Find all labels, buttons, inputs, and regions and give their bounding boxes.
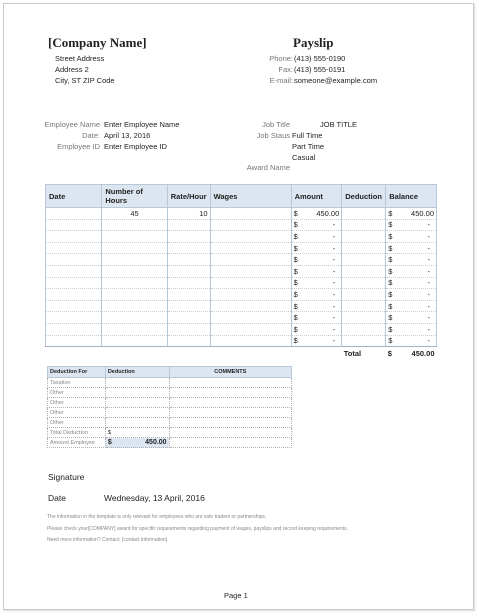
deduction-row: Other — [48, 418, 292, 428]
table-row — [46, 300, 437, 312]
deduction-row: Taxation — [48, 378, 292, 388]
cell-wages[interactable] — [210, 323, 291, 335]
cell-wages[interactable] — [210, 312, 291, 324]
col-date: Date — [46, 185, 102, 208]
deduction-row: Other — [48, 398, 292, 408]
cell-balance: $ - — [386, 219, 437, 231]
cell-date[interactable] — [46, 323, 102, 335]
cell-balance: $ 450.00 — [386, 208, 437, 220]
deduction-table — [47, 366, 292, 448]
table-row — [46, 323, 437, 335]
cell-hours[interactable] — [102, 219, 167, 231]
street-address: Street Address — [55, 54, 105, 63]
cell-amount: $ - — [291, 265, 342, 277]
table-row — [46, 335, 437, 347]
payslip-page — [3, 3, 474, 610]
cell-wages[interactable] — [210, 208, 291, 220]
cell-wages[interactable] — [210, 231, 291, 243]
table-row — [46, 208, 437, 220]
cell-deduction[interactable] — [342, 254, 386, 266]
cell-wages[interactable] — [210, 219, 291, 231]
cell-hours[interactable] — [102, 242, 167, 254]
fax-label: Fax: — [278, 65, 293, 74]
col-rate: Rate/Hour — [167, 185, 210, 208]
document-title: Payslip — [293, 35, 334, 50]
email-value: someone@example.com — [294, 76, 378, 85]
company-name: [Company Name] — [48, 35, 147, 50]
cell-balance: $ - — [386, 300, 437, 312]
table-row — [46, 254, 437, 266]
cell-amount: $ - — [291, 312, 342, 324]
phone-label: Phone: — [269, 54, 293, 63]
cell-rate[interactable] — [167, 289, 210, 301]
cell-hours[interactable] — [102, 300, 167, 312]
cell-rate[interactable] — [167, 265, 210, 277]
cell-date[interactable] — [46, 289, 102, 301]
cell-deduction[interactable] — [342, 289, 386, 301]
employee-id-label: Employee ID — [57, 142, 100, 151]
cell-deduction[interactable] — [342, 208, 386, 220]
cell-date[interactable] — [46, 219, 102, 231]
total-label: Total — [343, 348, 362, 358]
address-2: Address 2 — [55, 65, 89, 74]
cell-rate[interactable] — [167, 277, 210, 289]
cell-balance: $ - — [386, 254, 437, 266]
col-amount: Amount — [291, 185, 342, 208]
cell-hours[interactable]: 45 — [102, 208, 167, 220]
cell-rate[interactable] — [167, 231, 210, 243]
cell-date[interactable] — [46, 300, 102, 312]
cell-date[interactable] — [46, 312, 102, 324]
cell-hours[interactable] — [102, 335, 167, 347]
table-row — [46, 265, 437, 277]
wages-table — [45, 184, 437, 359]
cell-wages[interactable] — [210, 242, 291, 254]
cell-deduction[interactable] — [342, 323, 386, 335]
cell-hours[interactable] — [102, 231, 167, 243]
cell-date[interactable] — [46, 242, 102, 254]
employee-id-value[interactable]: Enter Employee ID — [104, 142, 167, 151]
award-name-label: Award Name — [246, 163, 290, 172]
cell-balance: $ - — [386, 265, 437, 277]
fax-value: (413) 555-0191 — [294, 65, 346, 74]
cell-deduction[interactable] — [342, 242, 386, 254]
cell-deduction[interactable] — [342, 265, 386, 277]
cell-amount: $ - — [291, 323, 342, 335]
cell-deduction[interactable] — [342, 300, 386, 312]
cell-balance: $ - — [386, 242, 437, 254]
col-hours: Number of Hours — [102, 185, 167, 208]
cell-date[interactable] — [46, 208, 102, 220]
footer-note: The information in the template is only relevant for employees who are sole traders or partnerships. — [47, 514, 267, 520]
cell-rate[interactable] — [167, 335, 210, 347]
footer-note: Please check your[COMPANY] award for specific requirements regarding payment of wages, payslips and record keeping requirements. — [47, 526, 348, 532]
table-row — [46, 242, 437, 254]
table-row — [46, 289, 437, 301]
cell-date[interactable] — [46, 231, 102, 243]
table-row — [46, 219, 437, 231]
footer-date-label: Date — [48, 493, 66, 503]
col-deduction: Deduction — [342, 185, 386, 208]
cell-date[interactable] — [46, 277, 102, 289]
employee-name-value[interactable]: Enter Employee Name — [104, 120, 180, 129]
signature-label: Signature — [48, 472, 85, 482]
table-row — [46, 312, 437, 324]
cell-wages[interactable] — [210, 265, 291, 277]
cell-deduction[interactable] — [342, 312, 386, 324]
cell-amount: $ - — [291, 277, 342, 289]
cell-wages[interactable] — [210, 335, 291, 347]
amount-paid-row: Amount Employee $ 450.00 — [48, 438, 292, 448]
job-status-label: Job Staus — [256, 131, 290, 140]
cell-wages[interactable] — [210, 254, 291, 266]
cell-date[interactable] — [46, 335, 102, 347]
cell-rate[interactable] — [167, 312, 210, 324]
cell-rate[interactable] — [167, 242, 210, 254]
cell-hours[interactable] — [102, 289, 167, 301]
cell-deduction[interactable] — [342, 335, 386, 347]
cell-balance: $ - — [386, 335, 437, 347]
table-row — [46, 231, 437, 243]
cell-rate[interactable] — [167, 254, 210, 266]
job-title-label: Job Title — [262, 120, 290, 129]
cell-hours[interactable] — [102, 265, 167, 277]
footer-note: Need more information? Contact: [contact information] — [47, 537, 168, 543]
col-comments: COMMENTS — [169, 367, 291, 378]
cell-rate[interactable] — [167, 323, 210, 335]
cell-deduction[interactable] — [342, 231, 386, 243]
table-row — [46, 277, 437, 289]
col-balance: Balance — [386, 185, 437, 208]
amount-paid-value: $ 450.00 — [105, 438, 169, 448]
employee-name-label: Employee Name — [44, 120, 100, 129]
cell-amount: $ - — [291, 335, 342, 347]
cell-amount: $ - — [291, 219, 342, 231]
cell-amount: $ - — [291, 254, 342, 266]
status-casual[interactable]: Casual — [292, 153, 316, 162]
cell-wages[interactable] — [210, 300, 291, 312]
cell-date[interactable] — [46, 254, 102, 266]
cell-balance: $ - — [386, 289, 437, 301]
cell-amount: $ - — [291, 289, 342, 301]
cell-balance: $ - — [386, 312, 437, 324]
cell-hours[interactable] — [102, 254, 167, 266]
status-part-time[interactable]: Part Time — [292, 142, 325, 151]
status-full-time[interactable]: Full Time — [292, 131, 323, 140]
cell-amount: $ 450.00 — [291, 208, 342, 220]
cell-balance: $ - — [386, 323, 437, 335]
city-state-zip: City, ST ZIP Code — [55, 76, 115, 85]
cell-deduction[interactable] — [342, 219, 386, 231]
total-deduction-row: Total Deduction $ — [48, 428, 292, 438]
cell-rate[interactable] — [167, 300, 210, 312]
cell-balance: $ - — [386, 277, 437, 289]
job-title-value[interactable]: JOB TITLE — [320, 120, 357, 129]
cell-amount: $ - — [291, 231, 342, 243]
cell-hours[interactable] — [102, 323, 167, 335]
cell-deduction[interactable] — [342, 277, 386, 289]
page-number: Page 1 — [224, 591, 248, 600]
date-value[interactable]: April 13, 2016 — [104, 131, 151, 140]
cell-hours[interactable] — [102, 312, 167, 324]
cell-hours[interactable] — [102, 277, 167, 289]
cell-wages[interactable] — [210, 277, 291, 289]
cell-date[interactable] — [46, 265, 102, 277]
phone-value: (413) 555-0190 — [294, 54, 346, 63]
deduction-row: Other — [48, 388, 292, 398]
date-label: Date: — [82, 131, 100, 140]
cell-rate[interactable] — [167, 219, 210, 231]
footer-date-value: Wednesday, 13 April, 2016 — [104, 493, 205, 503]
deduction-row: Other — [48, 408, 292, 418]
email-label: E-mail: — [269, 76, 293, 85]
total-value: $ 450.00 — [387, 348, 435, 358]
cell-amount: $ - — [291, 300, 342, 312]
col-deduction-amount: Deduction — [105, 367, 169, 378]
cell-rate[interactable]: 10 — [167, 208, 210, 220]
col-wages: Wages — [210, 185, 291, 208]
col-deduction-for: Deduction For — [48, 367, 106, 378]
cell-wages[interactable] — [210, 289, 291, 301]
cell-amount: $ - — [291, 242, 342, 254]
cell-balance: $ - — [386, 231, 437, 243]
